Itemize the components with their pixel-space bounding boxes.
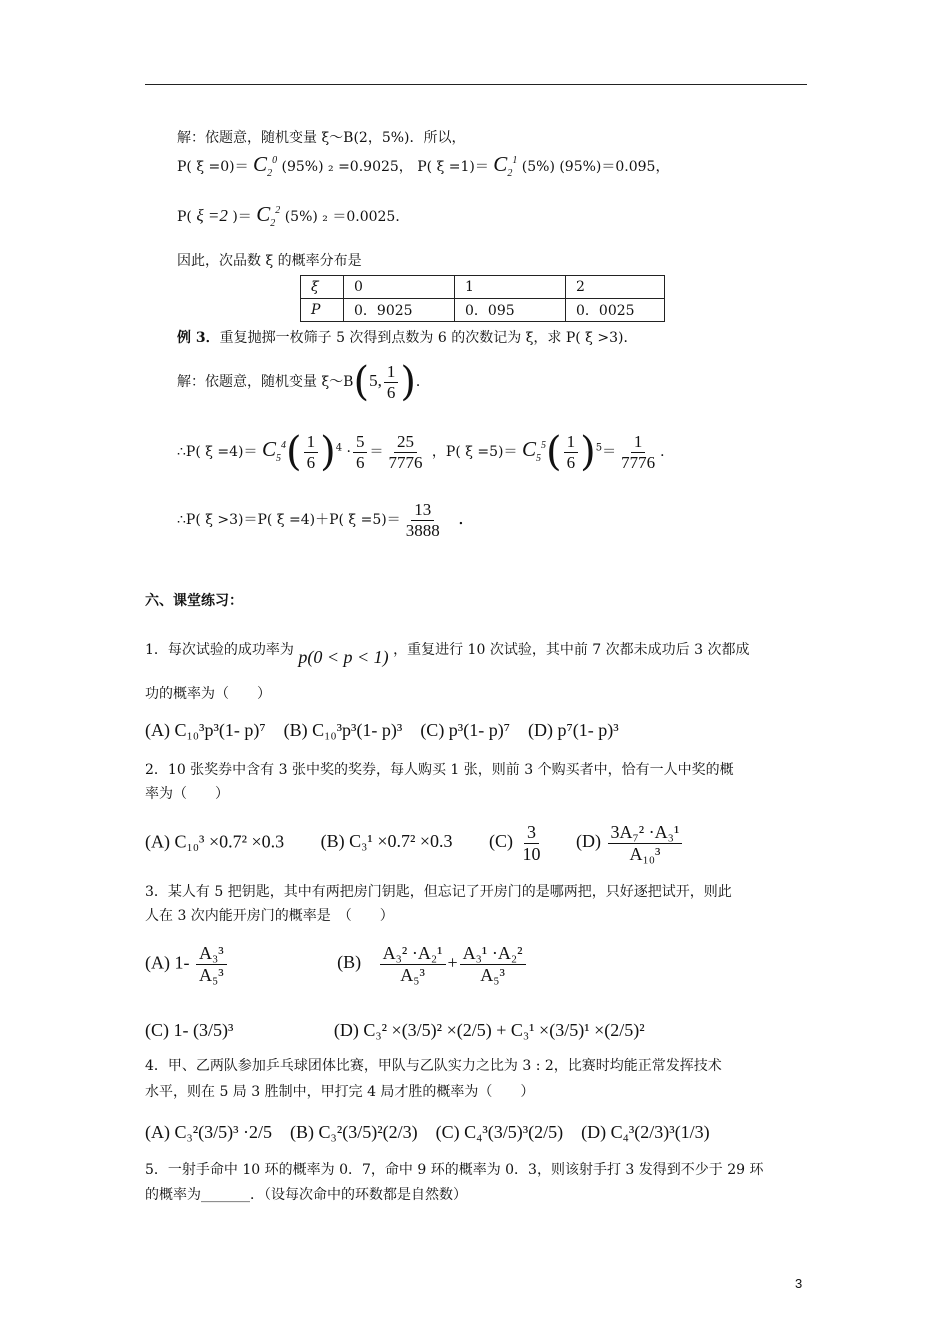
table-cell: 2 — [566, 276, 665, 299]
table-cell: 1 — [455, 276, 566, 299]
right-paren: ) — [320, 429, 336, 476]
sum-lhs: ∴P( ξ >3)＝P( ξ =4)＋P( ξ =5)＝ — [177, 512, 401, 529]
p0-lhs: P( ξ =0)＝ — [177, 159, 249, 175]
fraction — [384, 362, 399, 402]
numerator: 1 — [384, 362, 399, 383]
page-number: 3 — [795, 1276, 803, 1291]
table-cell: ξ — [301, 276, 344, 299]
table-cell: 0．0025 — [566, 299, 665, 322]
exponent: 4 — [335, 442, 343, 454]
right-paren: ) — [580, 429, 596, 476]
q3-option-b: (B) — [337, 952, 362, 973]
fraction — [460, 943, 526, 985]
denominator: A₅³ — [198, 964, 224, 985]
denominator: 6 — [355, 452, 365, 472]
p1-lhs: P( ξ =1)＝ — [417, 159, 489, 175]
binom-c55: $C_5^5$ — [521, 437, 546, 465]
example-question: 重复抛掷一枚筛子 5 次得到点数为 6 的次数记为 ξ，求 P( ξ >3)． — [219, 330, 638, 346]
solution-line-1: 解：依题意，随机变量 ξ～B(2，5%)．所以， — [177, 130, 466, 146]
left-paren: ( — [545, 429, 562, 476]
denominator: 6 — [306, 452, 316, 472]
fraction — [564, 432, 579, 472]
q1-line-2: 功的概率为（ ） — [145, 686, 271, 702]
q3-option-d: (D) C₃² ×(3/5)² ×(2/5) + C₃¹ ×(3/5)¹ ×(2/5)² — [333, 1020, 645, 1040]
table-cell: P — [301, 299, 344, 322]
fraction — [304, 432, 319, 472]
p2-mid: ξ =2 — [196, 206, 228, 225]
practice-heading: 六、课堂练习： — [145, 593, 243, 609]
example-label: 例 3． — [177, 330, 220, 346]
distribution-intro: 因此，次品数 ξ 的概率分布是 — [177, 253, 362, 269]
denominator: 7776 — [388, 452, 423, 472]
denominator: 6 — [386, 382, 396, 402]
right-paren: ) — [400, 359, 416, 406]
left-paren: ( — [285, 429, 302, 476]
q1-text-b: ，重复进行 10 次试验，其中前 7 次都未成功后 3 次都成 — [393, 642, 750, 658]
denominator: 10 — [522, 843, 541, 864]
numerator: 1 — [304, 432, 319, 453]
numerator: A₃³ — [196, 943, 227, 965]
denominator: A₁₀³ — [629, 843, 661, 864]
p2-eq: )＝ — [232, 209, 252, 225]
prob-line-0-1 — [177, 152, 669, 180]
q2-option-b: (B) C₃¹ ×0.7² ×0.3 — [320, 831, 453, 852]
q3-options-cd — [145, 1020, 645, 1042]
q2-options — [145, 822, 684, 864]
q5-line-1: 5．一射手命中 10 环的概率为 0．7，命中 9 环的概率为 0．3，则该射手打 3 发得到不少于 29 环 — [145, 1162, 764, 1178]
binom-c54: $C_5^4$ — [261, 437, 286, 465]
numerator: 13 — [411, 500, 434, 521]
p2-lhs: P( — [177, 209, 192, 225]
sol-line: 解：依题意，随机变量 ξ～B — [177, 374, 354, 391]
numerator: 5 — [353, 432, 368, 453]
prob-line-2 — [177, 202, 409, 230]
q3-options-ab: (A) 1- $\frac{\text{A₃³}}{\text{A₅³}}$ (B) $\frac{\text{A₃² ·A₂¹}}{\text{A₅³}}$ + $\frac{\text{A₃¹ ·A₂²}}{\text{A₅³}}$ — [145, 943, 528, 985]
p4-lhs: ∴P( ξ =4)＝ — [177, 444, 258, 461]
numerator: 3 — [524, 822, 539, 844]
q1-text-a: 1．每次试验的成功率为 — [145, 642, 294, 658]
example-3-solution: 解：依题意，随机变量 ξ～B(5, $\frac{1}{6}$ )． — [177, 359, 430, 406]
denominator: 7776 — [621, 452, 656, 472]
exponent: 5 — [595, 442, 603, 454]
p1-value: (5%) (95%)＝0.095， — [521, 159, 670, 175]
header-rule — [145, 84, 807, 85]
distribution-table — [300, 275, 665, 322]
table-cell: 0．9025 — [344, 299, 455, 322]
table-cell: 0．095 — [455, 299, 566, 322]
numerator: 3A₇² ·A₃¹ — [608, 822, 683, 844]
q4-line-2: 水平，则在 5 局 3 胜制中，甲打完 4 局才胜的概率为（ ） — [145, 1084, 535, 1100]
denominator: A₅³ — [400, 964, 425, 985]
p2-value: (5%) ₂ ＝0.0025． — [284, 209, 410, 225]
q2-line-1: 2．10 张奖券中含有 3 张中奖的奖券，每人购买 1 张，则前 3 个购买者中，恰有一人中奖的概 — [145, 762, 734, 778]
q1-condition: p(0 < p < 1) — [298, 647, 389, 667]
numerator: 25 — [394, 432, 417, 453]
fraction-sum — [403, 500, 443, 540]
q2-line-2: 率为（ ） — [145, 786, 229, 802]
q2-option-c: (C) — [489, 831, 514, 852]
denominator: 3888 — [405, 520, 440, 540]
table-row — [301, 299, 665, 322]
numerator: 1 — [631, 432, 646, 453]
fraction — [520, 822, 544, 864]
fraction-p5 — [618, 432, 658, 472]
numerator: A₃¹ ·A₂² — [460, 943, 526, 965]
q1-line-1 — [145, 638, 750, 667]
fraction-p4 — [385, 432, 425, 472]
p4-p5-line: ∴P( $\xi =4)= C_5^4$( $\frac{1}{6}$ )$^4$ · $\frac{5}{6}$ ＝ $\frac{25}{7776}$ ，P( $\xi =5)= C_5^5$( $\frac{1}{6}$ )$^5$＝ $\frac{1}{7776}$ ． — [177, 429, 675, 476]
q3-line-1: 3．某人有 5 把钥匙，其中有两把房门钥匙，但忘记了开房门的是哪两把，只好逐把试开，则此 — [145, 884, 732, 900]
fraction — [608, 822, 683, 864]
numerator: 1 — [564, 432, 579, 453]
q2-option-d: (D) — [576, 831, 602, 852]
binom-c21: $C_2^1$ — [493, 152, 518, 180]
sum-line: ∴P( ξ >3)＝P( ξ =4)＋P( ξ =5)＝ $\frac{13}{3888}$ ． — [177, 500, 473, 540]
p5-lhs: ，P( ξ =5)＝ — [431, 444, 518, 461]
numerator: A₃² ·A₂¹ — [380, 943, 446, 965]
left-paren: ( — [353, 359, 370, 406]
fraction — [196, 943, 227, 985]
denominator: A₅³ — [480, 964, 505, 985]
fraction — [380, 943, 446, 985]
q5-line-2: 的概率为_______．（设每次命中的环数都是自然数） — [145, 1187, 467, 1203]
b-param-n: 5, — [369, 371, 382, 391]
table-cell: 0 — [344, 276, 455, 299]
q4-line-1: 4．甲、乙两队参加乒乓球团体比赛，甲队与乙队实力之比为 3 : 2，比赛时均能正常发挥技术 — [145, 1058, 722, 1074]
q3-option-a: (A) 1- — [145, 952, 190, 973]
q4-options: (A) C₃²(3/5)³ ·2/5 (B) C₃²(3/5)²(2/3) (C) C₄³(3/5)³(2/5) (D) C₄³(2/3)³(1/3) — [145, 1122, 710, 1142]
example-3 — [177, 330, 637, 347]
binom-c20: $C_2^0$ — [253, 152, 278, 180]
q1-options: (A) C₁₀³p³(1- p)⁷ (B) C₁₀³p³(1- p)³ (C) p³(1- p)⁷ (D) p⁷(1- p)³ — [145, 720, 619, 740]
fraction — [353, 432, 368, 472]
binom-c22: $C_2^2$ — [256, 202, 281, 230]
denominator: 6 — [566, 452, 576, 472]
q2-option-a: (A) C₁₀³ ×0.7² ×0.3 — [145, 831, 285, 852]
q3-option-c: (C) 1- (3/5)³ — [145, 1020, 234, 1040]
p0-value: (95%) ₂ =0.9025， — [281, 159, 413, 175]
table-row — [301, 276, 665, 299]
q3-line-2: 人在 3 次内能开房门的概率是 （ ） — [145, 908, 394, 924]
